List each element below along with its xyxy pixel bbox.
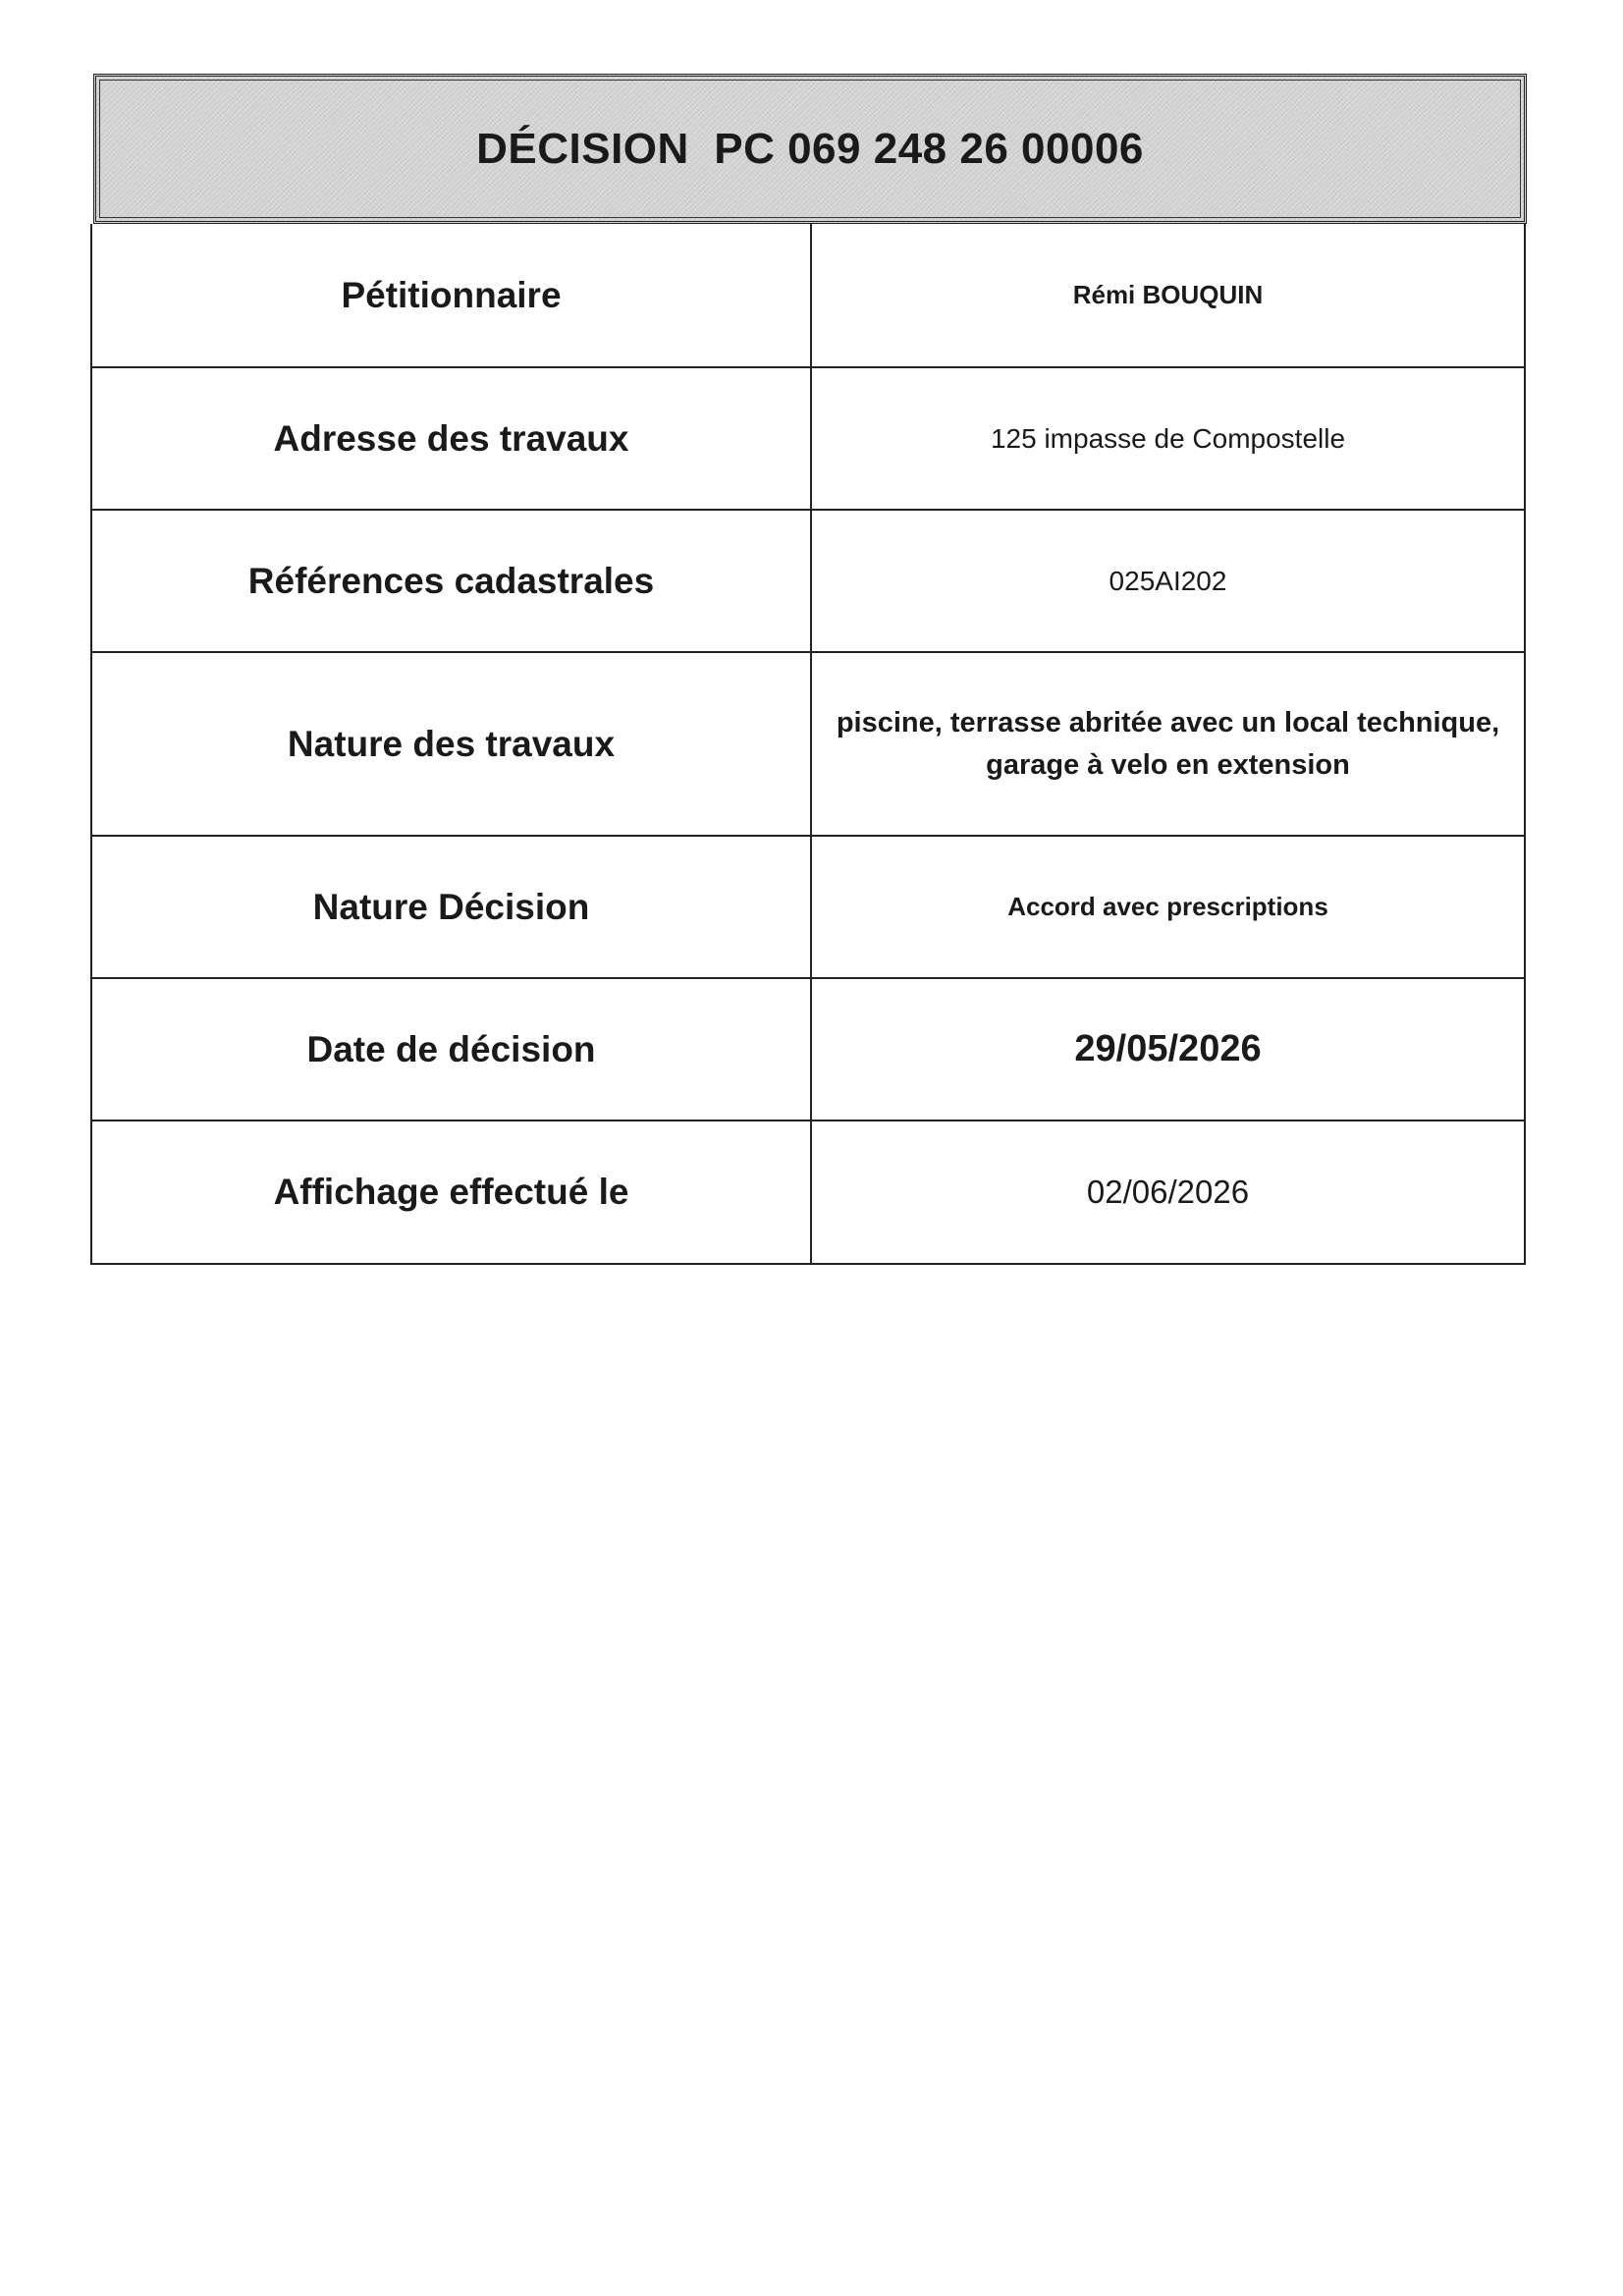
value-nature-travaux-line1: piscine, terrasse abritée avec un local technique, [836,707,1500,739]
title-banner [93,74,1527,224]
row-references [92,509,1524,651]
document-title: DÉCISION PC 069 248 26 00006 [476,124,1144,173]
row-nature-decision [92,835,1524,977]
value-date-decision: 29/05/2026 [1074,1028,1262,1069]
row-date-decision [92,977,1524,1120]
label-references: Références cadastrales [92,511,812,651]
value-nature-decision: Accord avec prescriptions [1007,892,1328,921]
label-affichage: Affichage effectué le [92,1121,812,1263]
row-adresse [92,366,1524,509]
row-affichage [92,1120,1524,1263]
label-nature-decision: Nature Décision [92,837,812,977]
value-references: 025AI202 [1109,565,1227,596]
decision-table [90,224,1526,1265]
label-nature-travaux: Nature des travaux [92,653,812,835]
row-petitionnaire [92,224,1524,366]
value-nature-travaux [812,653,1524,835]
label-date-decision: Date de décision [92,979,812,1120]
row-nature-travaux [92,651,1524,835]
label-adresse: Adresse des travaux [92,368,812,509]
value-nature-travaux-line2: garage à velo en extension [986,748,1350,781]
label-petitionnaire: Pétitionnaire [92,224,812,366]
value-adresse: 125 impasse de Compostelle [990,422,1346,454]
value-petitionnaire: Rémi BOUQUIN [1072,280,1264,309]
value-affichage: 02/06/2026 [1086,1174,1250,1210]
